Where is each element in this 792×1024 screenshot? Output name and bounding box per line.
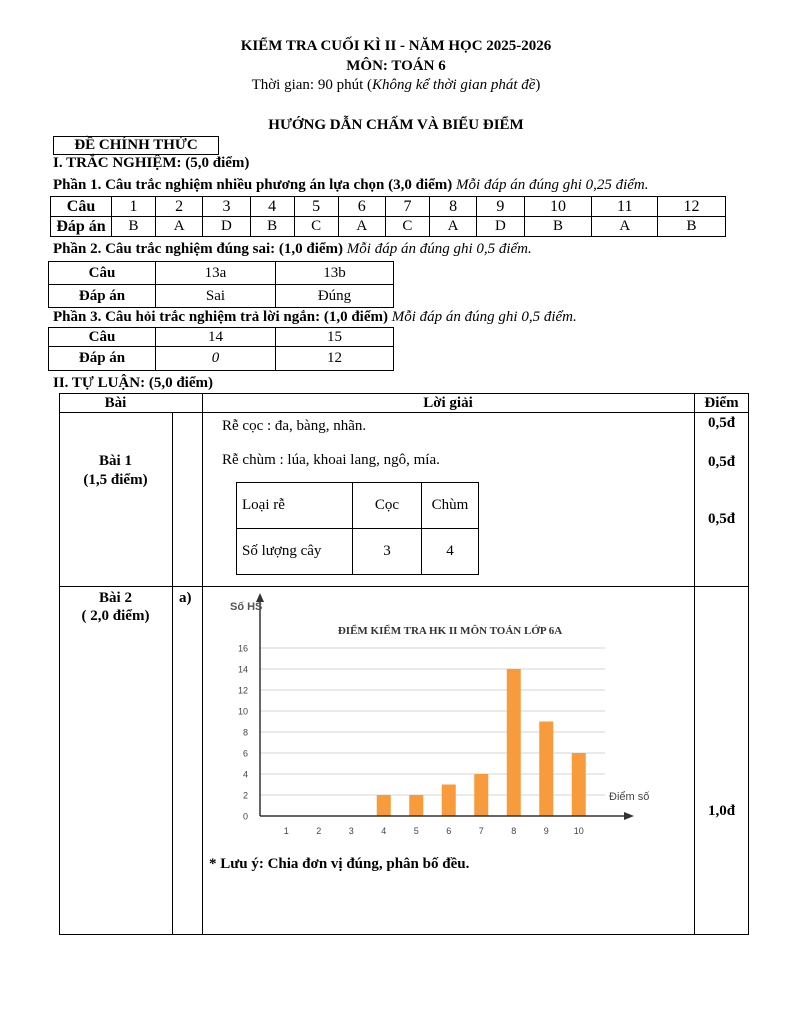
essay-row-divider xyxy=(59,586,749,587)
bai2-note: * Lưu ý: Chia đơn vị đúng, phân bố đều. xyxy=(209,856,470,872)
chart-bar xyxy=(442,785,456,817)
p1-answer-cell: B xyxy=(658,217,726,237)
chart-x-tick-label: 4 xyxy=(381,826,387,836)
p1-answer-row xyxy=(51,217,726,237)
chart-x-label: Điểm số xyxy=(609,791,650,803)
chart-y-tick-label: 8 xyxy=(242,727,248,738)
p1-answer-cell: A xyxy=(592,217,658,237)
p1-question-cell: 3 xyxy=(203,197,250,217)
bai1-table-r1: 3 xyxy=(353,529,422,575)
chart-y-tick-label: 4 xyxy=(242,769,248,780)
essay-col-divider xyxy=(172,412,173,935)
p1-answer-cell: C xyxy=(385,217,429,237)
chart-y-tick-label: 14 xyxy=(237,664,248,675)
p1-answer-cell: A xyxy=(429,217,476,237)
bai2-score: 1,0đ xyxy=(707,803,736,819)
chart-x-arrow xyxy=(624,812,634,820)
p1-question-cell: 11 xyxy=(592,197,658,217)
p3-heading-text: Phần 3. Câu hỏi trắc nghiệm trả lời ngắn: (1,0 điểm) xyxy=(53,309,388,325)
bai1-table-h1: Cọc xyxy=(353,483,422,529)
p3-row-label-answer: Đáp án xyxy=(49,347,156,371)
chart-y-ticks xyxy=(238,644,248,822)
p1-question-row xyxy=(51,197,726,217)
p1-question-cell: 1 xyxy=(112,197,156,217)
p2-question-row xyxy=(49,262,394,285)
bai1-table-r0: Số lượng cây xyxy=(237,529,353,575)
p3-answer-cell: 12 xyxy=(276,347,394,371)
chart-x-tick-label: 9 xyxy=(543,826,549,836)
p2-answer-table xyxy=(48,261,394,308)
bai1-table-data-row xyxy=(237,529,479,575)
chart-y-tick-label: 12 xyxy=(237,685,248,696)
bai2-label: Bài 2 xyxy=(99,590,132,606)
p1-question-cell: 8 xyxy=(429,197,476,217)
essay-header-divider xyxy=(59,412,749,413)
p1-question-cell: 12 xyxy=(658,197,726,217)
bai1-table-header-row xyxy=(237,483,479,529)
time-suffix: ) xyxy=(535,77,541,93)
p1-question-cell: 9 xyxy=(477,197,524,217)
official-badge: ĐỀ CHÍNH THỨC xyxy=(53,136,219,155)
chart-bar xyxy=(474,774,488,816)
bai1-score: 0,5đ xyxy=(707,415,736,431)
p2-answer-cell: Sai xyxy=(156,285,276,308)
p1-answer-table xyxy=(50,196,726,237)
p1-answer-cell: A xyxy=(156,217,203,237)
bai1-table-h0: Loại rễ xyxy=(237,483,353,529)
bai1-score: 0,5đ xyxy=(707,511,736,527)
p3-answer-table xyxy=(48,327,394,371)
p3-note: Mỗi đáp án đúng ghi 0,5 điểm. xyxy=(387,309,577,325)
bai1-label: Bài 1 xyxy=(99,453,132,469)
p1-question-cell: 10 xyxy=(524,197,592,217)
exam-subject: MÔN: TOÁN 6 xyxy=(346,58,446,74)
time-prefix: Thời gian: 90 phút ( xyxy=(251,77,372,93)
p1-row-label-question: Câu xyxy=(51,197,112,217)
chart-y-label: Số HS xyxy=(230,601,263,613)
p1-question-cell: 5 xyxy=(294,197,338,217)
p1-answer-cell: B xyxy=(524,217,592,237)
bai1-root-table xyxy=(236,482,479,575)
part1-title: I. TRẮC NGHIỆM: (5,0 điểm) xyxy=(53,155,250,171)
bai2-part-label: a) xyxy=(179,590,192,606)
col-header-loigiai: Lời giải xyxy=(423,395,473,411)
bai2-points: ( 2,0 điểm) xyxy=(81,608,150,624)
p1-question-cell: 2 xyxy=(156,197,203,217)
chart-y-tick-label: 10 xyxy=(237,706,248,717)
chart-y-tick-label: 0 xyxy=(242,811,248,822)
chart-bar xyxy=(377,795,391,816)
chart-x-tick-label: 2 xyxy=(316,826,322,836)
p2-row-label-question: Câu xyxy=(49,262,156,285)
chart-x-tick-label: 6 xyxy=(446,826,452,836)
p1-heading-text: Phần 1. Câu trắc nghiệm nhiều phương án lựa chọn (3,0 điểm) xyxy=(53,177,453,193)
chart-x-tick-label: 10 xyxy=(573,826,584,836)
p1-answer-cell: C xyxy=(294,217,338,237)
col-header-diem: Điểm xyxy=(704,395,739,411)
bai1-line2: Rễ chùm : lúa, khoai lang, ngô, mía. xyxy=(222,452,440,468)
p1-question-cell: 4 xyxy=(250,197,294,217)
essay-col-divider xyxy=(202,393,203,935)
essay-col-divider xyxy=(694,393,695,935)
p2-answer-cell: Đúng xyxy=(276,285,394,308)
bar-chart xyxy=(210,592,650,844)
p3-question-cell: 14 xyxy=(156,328,276,347)
p1-answer-cell: D xyxy=(477,217,524,237)
chart-y-tick-label: 16 xyxy=(237,643,248,654)
p1-heading xyxy=(53,177,649,194)
p2-heading-text: Phần 2. Câu trắc nghiệm đúng sai: (1,0 điểm) xyxy=(53,241,344,257)
chart-title: ĐIỂM KIỂM TRA HK II MÔN TOÁN LỚP 6A xyxy=(337,625,563,637)
col-header-bai: Bài xyxy=(104,395,127,411)
bai1-table-h2: Chùm xyxy=(422,483,479,529)
p3-heading xyxy=(53,309,577,326)
part2-title: II. TỰ LUẬN: (5,0 điểm) xyxy=(53,375,213,391)
chart-x-tick-label: 8 xyxy=(511,826,517,836)
p1-note: Mỗi đáp án đúng ghi 0,25 điểm. xyxy=(452,177,649,193)
chart-x-tick-label: 7 xyxy=(478,826,484,836)
chart-bar xyxy=(572,753,586,816)
p3-row-label-question: Câu xyxy=(49,328,156,347)
bai1-score: 0,5đ xyxy=(707,454,736,470)
exam-time xyxy=(0,77,792,94)
p3-question-cell: 15 xyxy=(276,328,394,347)
p1-answer-cell: B xyxy=(250,217,294,237)
p1-answer-cell: A xyxy=(338,217,385,237)
chart-bar xyxy=(539,722,553,817)
p3-answer-row xyxy=(49,347,394,371)
chart-y-tick-label: 6 xyxy=(242,748,248,759)
p1-question-cell: 7 xyxy=(385,197,429,217)
p1-answer-cell: D xyxy=(203,217,250,237)
exam-title: KIỂM TRA CUỐI KÌ II - NĂM HỌC 2025-2026 xyxy=(240,38,552,54)
p2-question-cell: 13b xyxy=(276,262,394,285)
chart-x-tick-label: 1 xyxy=(283,826,289,836)
p3-answer-cell: 0 xyxy=(156,347,276,371)
chart-bars xyxy=(377,669,586,816)
bai1-table-r2: 4 xyxy=(422,529,479,575)
chart-x-ticks xyxy=(284,826,584,836)
bai1-line1: Rễ cọc : đa, bàng, nhãn. xyxy=(222,418,367,434)
p3-question-row xyxy=(49,328,394,347)
p2-question-cell: 13a xyxy=(156,262,276,285)
p1-question-cell: 6 xyxy=(338,197,385,217)
bai1-points: (1,5 điểm) xyxy=(83,472,148,488)
chart-x-tick-label: 5 xyxy=(413,826,419,836)
p2-answer-row xyxy=(49,285,394,308)
guide-title: HƯỚNG DẪN CHẤM VÀ BIỂU ĐIỂM xyxy=(268,117,524,133)
p2-note: Mỗi đáp án đúng ghi 0,5 điểm. xyxy=(343,241,532,257)
p2-row-label-answer: Đáp án xyxy=(49,285,156,308)
p1-answer-cell: B xyxy=(112,217,156,237)
chart-x-tick-label: 3 xyxy=(348,826,354,836)
time-note: Không kể thời gian phát đề xyxy=(372,77,536,93)
chart-bar xyxy=(409,795,423,816)
chart-y-tick-label: 2 xyxy=(242,790,248,801)
p2-heading xyxy=(53,241,532,258)
chart-bar xyxy=(507,669,521,816)
p1-row-label-answer: Đáp án xyxy=(51,217,112,237)
